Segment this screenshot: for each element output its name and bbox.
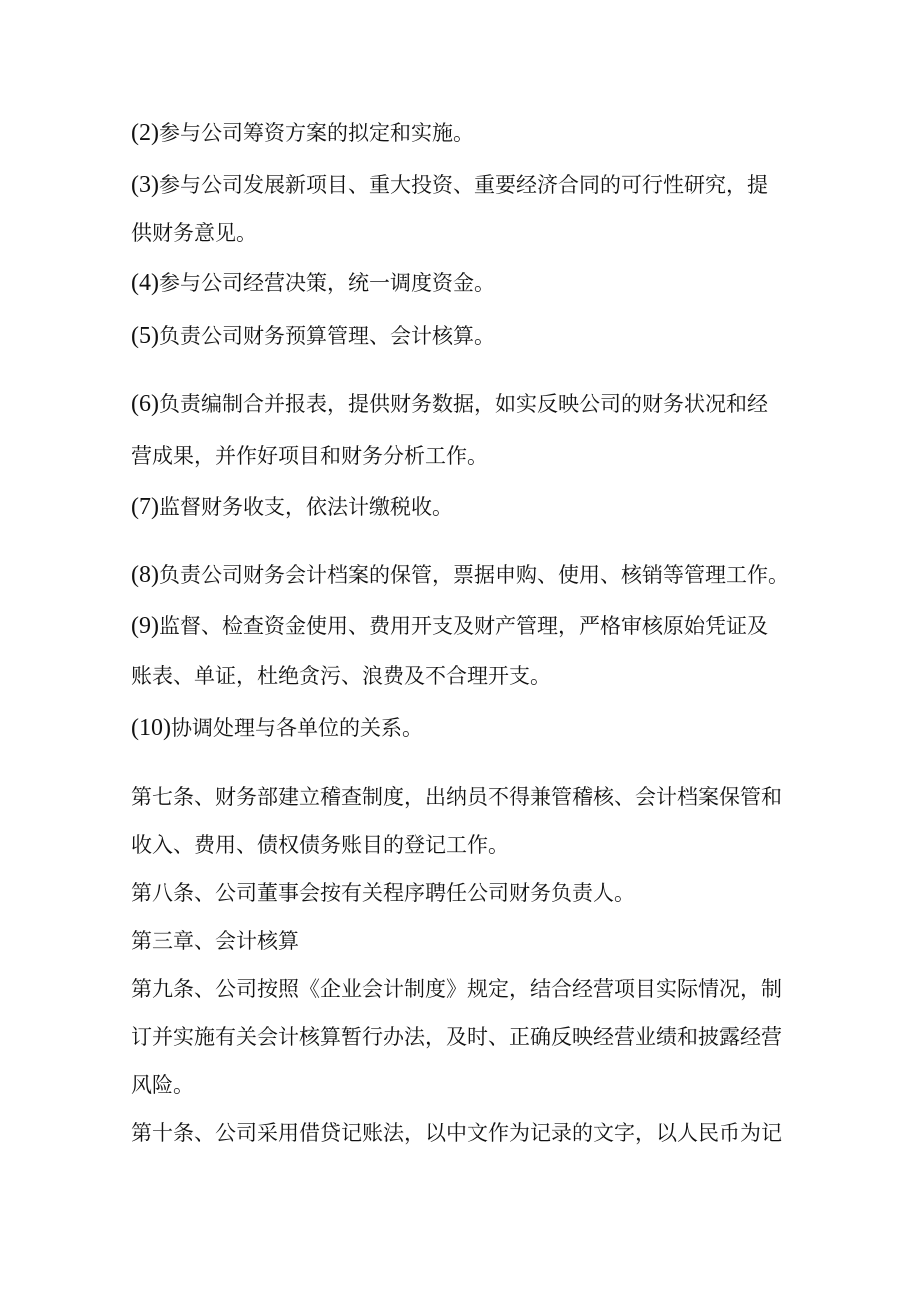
- text-line: [131, 441, 488, 471]
- line-text: 第三章、会计核算: [131, 929, 299, 953]
- text-line: [131, 492, 453, 522]
- text-line: [131, 560, 789, 590]
- item-number: (5): [131, 323, 159, 349]
- text-line: [131, 170, 768, 200]
- line-text: 供财务意见。: [131, 221, 257, 245]
- section-heading: [131, 926, 299, 956]
- line-text: 负责公司财务会计档案的保管，票据申购、使用、核销等管理工作。: [158, 563, 789, 587]
- text-line: [131, 661, 551, 691]
- line-text: 营成果，并作好项目和财务分析工作。: [131, 444, 488, 468]
- text-line: [131, 321, 495, 351]
- item-number: (4): [131, 270, 159, 296]
- text-line: [131, 268, 495, 298]
- line-text: 第八条、公司董事会按有关程序聘任公司财务负责人。: [131, 881, 635, 905]
- line-text: 收入、费用、债权债务账目的登记工作。: [131, 833, 509, 857]
- item-number: (2): [131, 120, 159, 146]
- text-line: [131, 782, 782, 812]
- line-text: 参与公司经营决策，统一调度资金。: [158, 271, 495, 295]
- item-number: (7): [131, 494, 159, 520]
- text-line: [131, 389, 768, 419]
- text-line: [131, 218, 257, 248]
- line-text: 订并实施有关会计核算暂行办法，及时、正确反映经营业绩和披露经营: [131, 1025, 782, 1049]
- item-number: (8): [131, 562, 159, 588]
- text-line: [131, 1070, 194, 1100]
- text-line: [131, 611, 768, 641]
- line-text: 第十条、公司采用借贷记账法，以中文作为记录的文字，以人民币为记: [131, 1121, 782, 1145]
- text-line: [131, 974, 782, 1004]
- line-text: 负责编制合并报表，提供财务数据，如实反映公司的财务状况和经: [158, 392, 768, 416]
- line-text: 参与公司筹资方案的拟定和实施。: [158, 121, 474, 145]
- item-number: (10): [131, 715, 171, 741]
- line-text: 第七条、财务部建立稽查制度，出纳员不得兼管稽核、会计档案保管和: [131, 785, 782, 809]
- text-line: [131, 1118, 782, 1148]
- item-number: (3): [131, 172, 159, 198]
- item-number: (9): [131, 613, 159, 639]
- line-text: 监督、检查资金使用、费用开支及财产管理，严格审核原始凭证及: [158, 614, 768, 638]
- text-line: [131, 1022, 782, 1052]
- line-text: 协调处理与各单位的关系。: [170, 716, 423, 740]
- line-text: 参与公司发展新项目、重大投资、重要经济合同的可行性研究，提: [158, 173, 768, 197]
- text-line: [131, 118, 474, 148]
- line-text: 风险。: [131, 1073, 194, 1097]
- text-line: [131, 878, 635, 908]
- item-number: (6): [131, 391, 159, 417]
- text-line: [131, 713, 423, 743]
- text-line: [131, 830, 509, 860]
- line-text: 第九条、公司按照《企业会计制度》规定，结合经营项目实际情况，制: [131, 977, 782, 1001]
- line-text: 监督财务收支，依法计缴税收。: [158, 495, 453, 519]
- line-text: 账表、单证，杜绝贪污、浪费及不合理开支。: [131, 664, 551, 688]
- line-text: 负责公司财务预算管理、会计核算。: [158, 324, 495, 348]
